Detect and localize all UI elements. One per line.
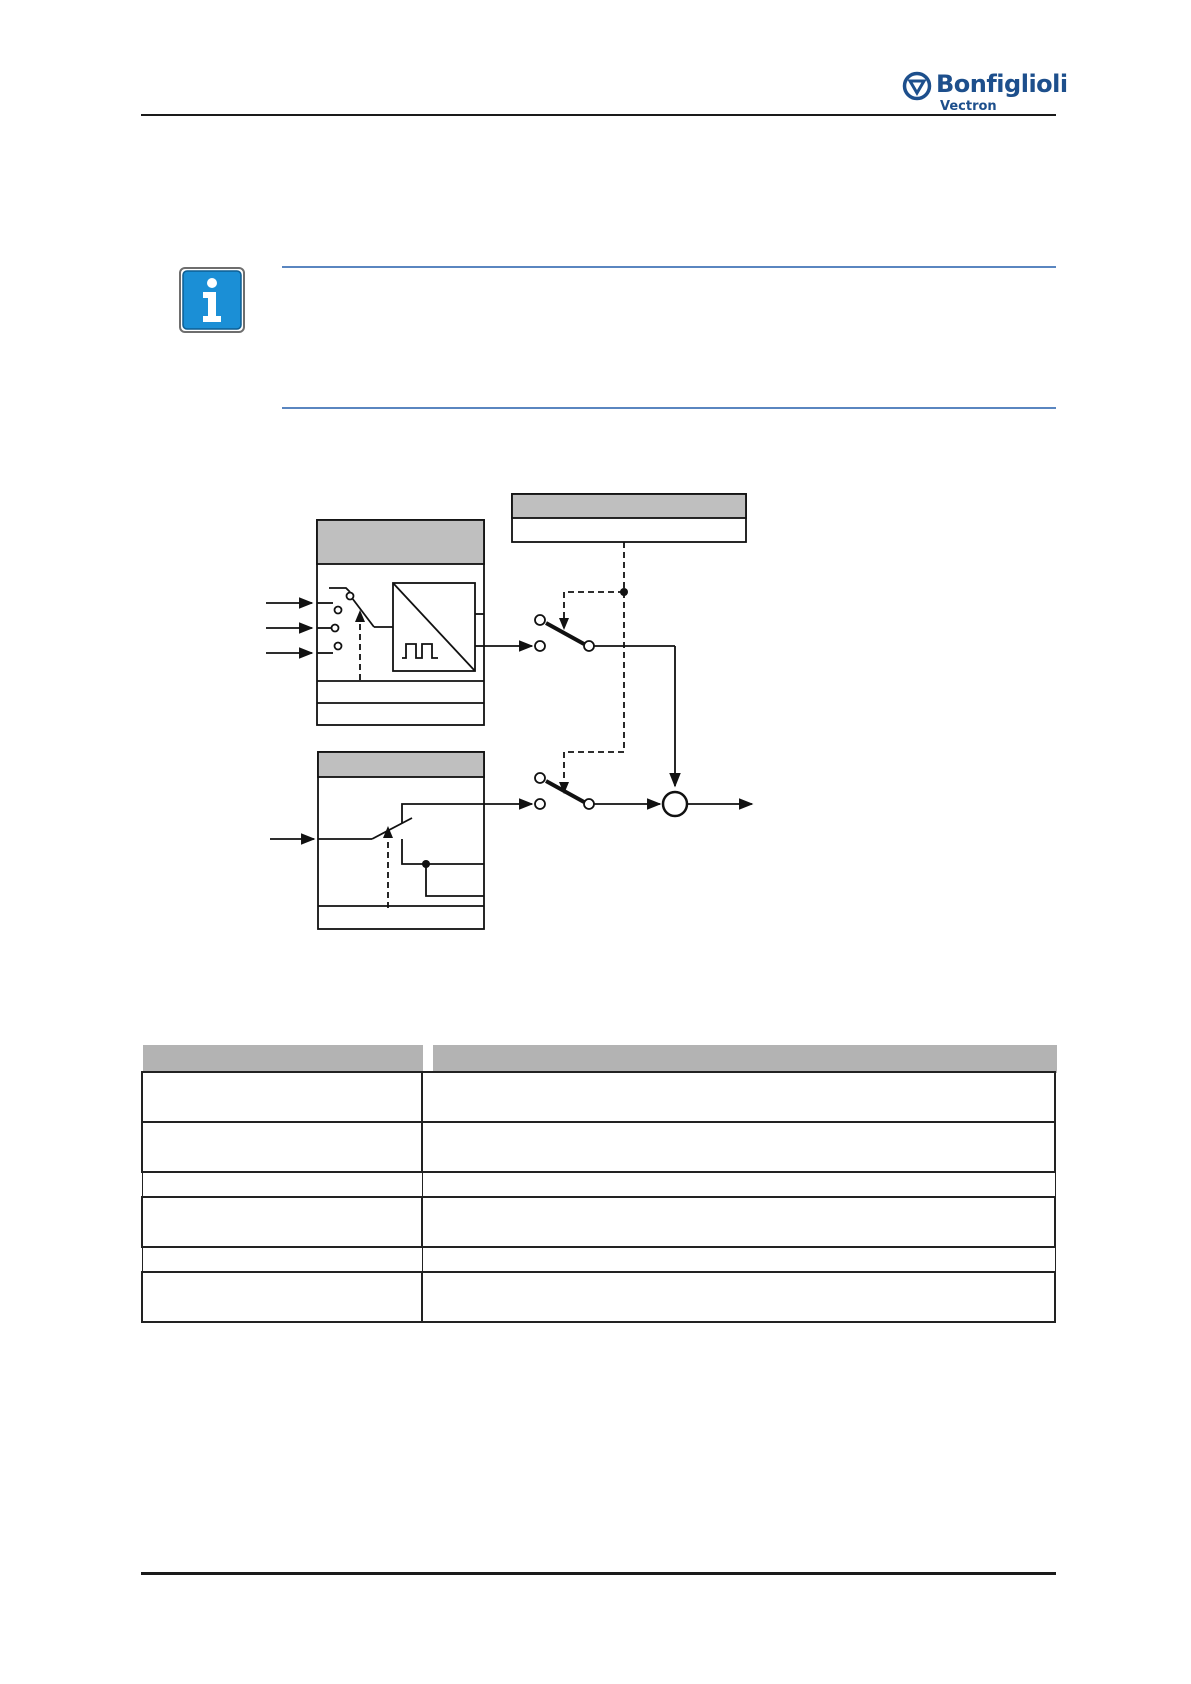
- table-row: [142, 1072, 1055, 1122]
- digital-to-pulse-converter: [393, 583, 484, 671]
- table-cell: [142, 1247, 422, 1272]
- table-header-cell: [143, 1045, 423, 1073]
- table-cell: [422, 1272, 1055, 1322]
- changeover-switch-lower: [535, 773, 660, 809]
- table-header-cell: [433, 1045, 1057, 1073]
- brand-name: Bonfiglioli: [936, 70, 1068, 98]
- table-row: [142, 1172, 1055, 1197]
- table-row: [142, 1272, 1055, 1322]
- table-cell: [142, 1122, 422, 1172]
- brand-sub-name: Vectron: [940, 99, 997, 114]
- table-row: [142, 1122, 1055, 1172]
- table-cell: [422, 1122, 1055, 1172]
- table-header-gap: [423, 1045, 433, 1073]
- table-cell: [142, 1172, 422, 1197]
- summing-junction: [663, 792, 687, 816]
- table-cell: [422, 1072, 1055, 1122]
- parameter-table-body: [141, 1071, 1056, 1323]
- function-block-lower: [318, 752, 484, 929]
- parameter-block-top-right: [512, 494, 746, 542]
- table-cell: [422, 1172, 1055, 1197]
- parameter-table: [143, 1045, 1057, 1073]
- table-row: [142, 1247, 1055, 1272]
- table-cell: [422, 1247, 1055, 1272]
- table-header-row: [143, 1045, 1057, 1073]
- table-cell: [422, 1197, 1055, 1247]
- table-cell: [142, 1197, 422, 1247]
- changeover-switch-upper: [535, 615, 675, 786]
- footer-rule: [141, 1572, 1056, 1575]
- table-row: [142, 1197, 1055, 1247]
- table-cell: [142, 1272, 422, 1322]
- control-lines: [564, 542, 624, 786]
- table-cell: [142, 1072, 422, 1122]
